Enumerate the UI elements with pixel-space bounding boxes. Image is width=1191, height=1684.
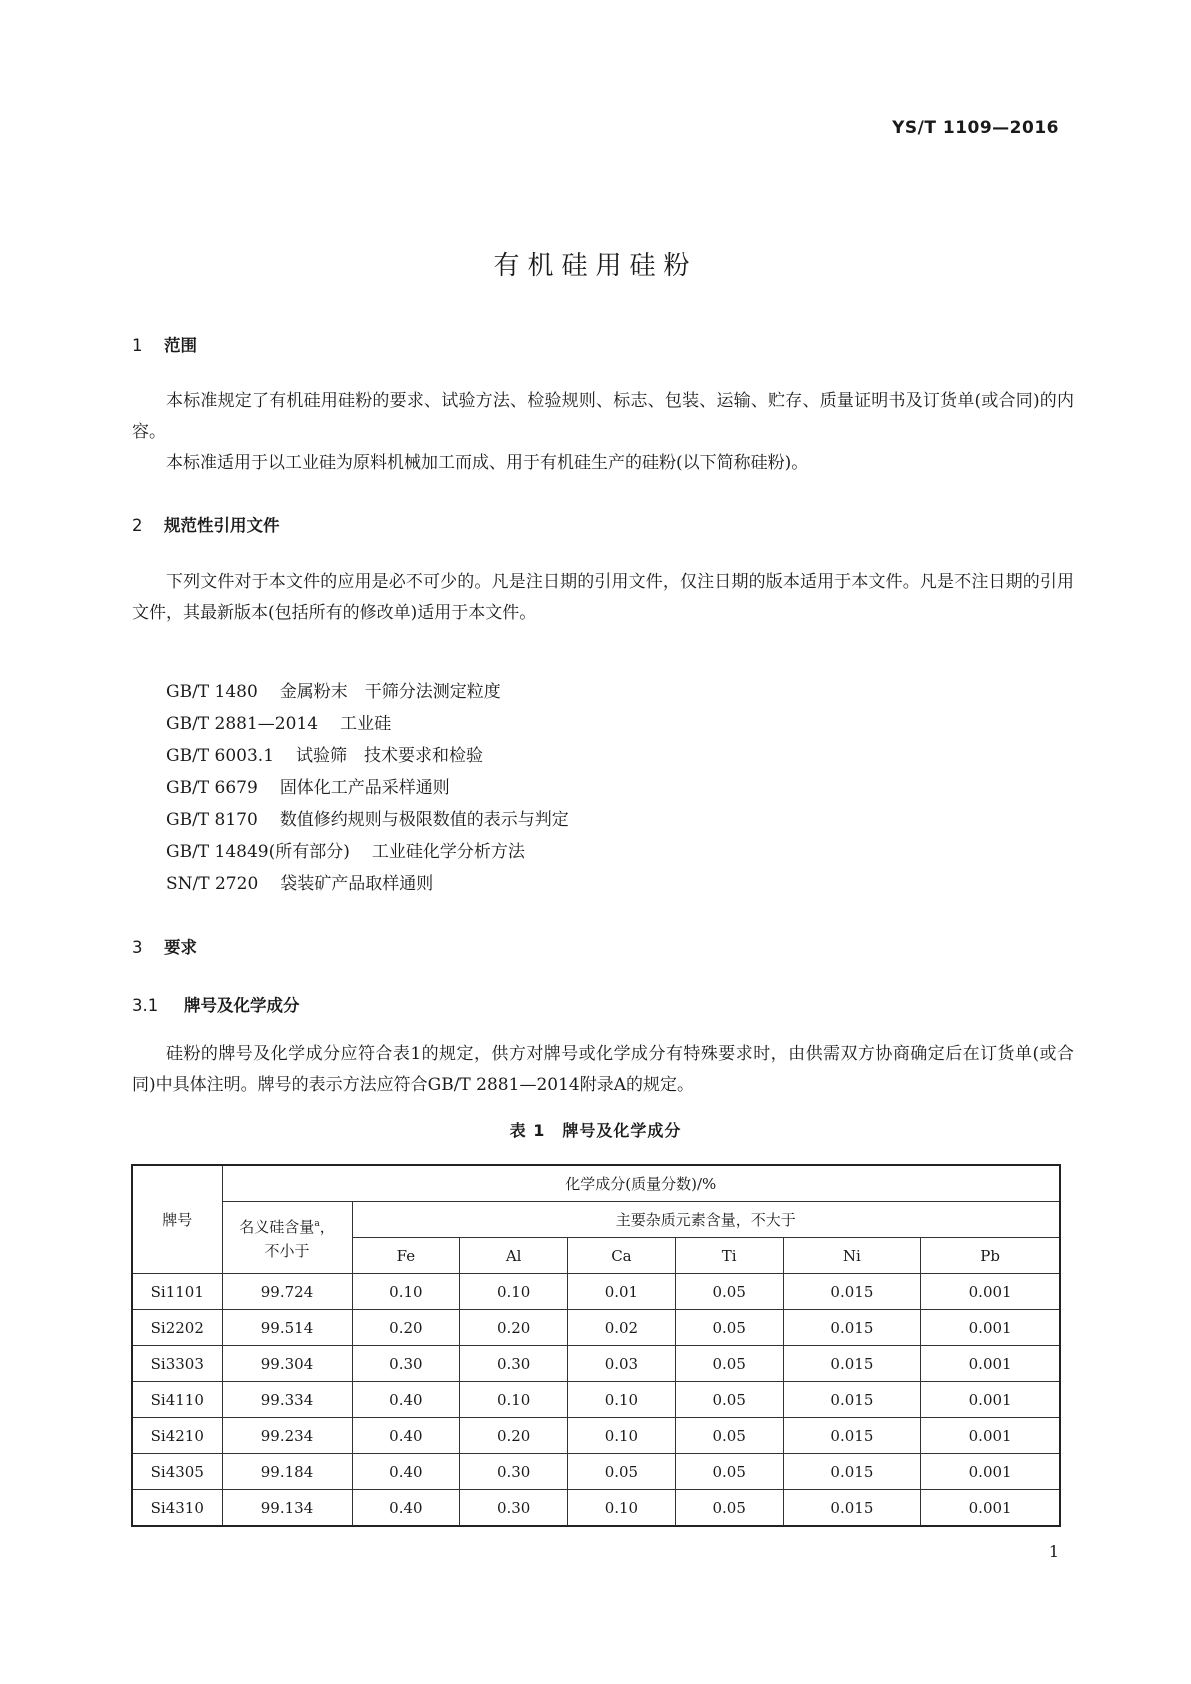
cell-fe: 0.40 bbox=[352, 1490, 460, 1527]
reference-title: 数值修约规则与极限数值的表示与判定 bbox=[279, 810, 569, 830]
cell-ni: 0.015 bbox=[783, 1382, 921, 1418]
cell-si: 99.724 bbox=[222, 1274, 352, 1310]
table-row bbox=[132, 1274, 1060, 1310]
header-grade: 牌号 bbox=[132, 1165, 222, 1274]
cell-ca: 0.05 bbox=[568, 1454, 676, 1490]
reference-item bbox=[166, 676, 569, 708]
normative-references-list bbox=[166, 676, 569, 900]
cell-al: 0.30 bbox=[460, 1454, 568, 1490]
reference-item bbox=[166, 836, 569, 868]
cell-grade: Si3303 bbox=[132, 1346, 222, 1382]
cell-al: 0.10 bbox=[460, 1382, 568, 1418]
section-number: 3 bbox=[132, 938, 143, 957]
cell-pb: 0.001 bbox=[921, 1454, 1060, 1490]
cell-fe: 0.40 bbox=[352, 1454, 460, 1490]
cell-grade: Si4210 bbox=[132, 1418, 222, 1454]
cell-ni: 0.015 bbox=[783, 1454, 921, 1490]
cell-ca: 0.01 bbox=[568, 1274, 676, 1310]
table-row bbox=[132, 1454, 1060, 1490]
reference-item bbox=[166, 772, 569, 804]
header-element-ca: Ca bbox=[568, 1238, 676, 1274]
cell-ti: 0.05 bbox=[675, 1454, 783, 1490]
cell-al: 0.20 bbox=[460, 1310, 568, 1346]
section-title: 规范性引用文件 bbox=[164, 516, 280, 535]
section-number: 1 bbox=[132, 336, 143, 355]
cell-si: 99.514 bbox=[222, 1310, 352, 1346]
cell-ca: 0.10 bbox=[568, 1382, 676, 1418]
table-row bbox=[132, 1346, 1060, 1382]
document-title: 有机硅用硅粉 bbox=[493, 251, 698, 282]
cell-si: 99.334 bbox=[222, 1382, 352, 1418]
header-element-fe: Fe bbox=[352, 1238, 460, 1274]
scope-paragraph-1: 本标准规定了有机硅用硅粉的要求、试验方法、检验规则、标志、包装、运输、贮存、质量证明书及订货单(或合同)的内容。 bbox=[132, 391, 1074, 442]
cell-ni: 0.015 bbox=[783, 1418, 921, 1454]
reference-code: GB/T 14849(所有部分) bbox=[166, 842, 350, 862]
cell-ca: 0.02 bbox=[568, 1310, 676, 1346]
section-number: 2 bbox=[132, 516, 143, 535]
cell-fe: 0.10 bbox=[352, 1274, 460, 1310]
cell-grade: Si4310 bbox=[132, 1490, 222, 1527]
cell-ti: 0.05 bbox=[675, 1418, 783, 1454]
table-row bbox=[132, 1418, 1060, 1454]
cell-al: 0.30 bbox=[460, 1490, 568, 1527]
cell-si: 99.304 bbox=[222, 1346, 352, 1382]
references-intro-paragraph: 下列文件对于本文件的应用是必不可少的。凡是注日期的引用文件，仅注日期的版本适用于本文件。凡是不注日期的引用文件，其最新版本(包括所有的修改单)适用于本文件。 bbox=[132, 572, 1074, 623]
cell-ni: 0.015 bbox=[783, 1346, 921, 1382]
section-1-heading bbox=[132, 332, 197, 356]
cell-pb: 0.001 bbox=[921, 1310, 1060, 1346]
cell-pb: 0.001 bbox=[921, 1274, 1060, 1310]
section-3-heading bbox=[132, 934, 197, 958]
reference-code: GB/T 2881—2014 bbox=[166, 714, 319, 734]
reference-item bbox=[166, 740, 569, 772]
cell-ti: 0.05 bbox=[675, 1382, 783, 1418]
header-nominal-silicon-comma: ， bbox=[319, 1218, 335, 1236]
table-row bbox=[132, 1310, 1060, 1346]
table-caption: 表 1 牌号及化学成分 bbox=[509, 1121, 682, 1140]
cell-ni: 0.015 bbox=[783, 1274, 921, 1310]
reference-code: GB/T 6003.1 bbox=[166, 746, 275, 766]
cell-al: 0.10 bbox=[460, 1274, 568, 1310]
cell-ti: 0.05 bbox=[675, 1274, 783, 1310]
cell-ni: 0.015 bbox=[783, 1490, 921, 1527]
section-title: 牌号及化学成分 bbox=[184, 996, 300, 1015]
cell-fe: 0.40 bbox=[352, 1418, 460, 1454]
cell-fe: 0.30 bbox=[352, 1346, 460, 1382]
cell-si: 99.134 bbox=[222, 1490, 352, 1527]
reference-code: GB/T 1480 bbox=[166, 682, 258, 702]
reference-item bbox=[166, 708, 569, 740]
header-element-pb: Pb bbox=[921, 1238, 1060, 1274]
scope-paragraph-2: 本标准适用于以工业硅为原料机械加工而成、用于有机硅生产的硅粉(以下简称硅粉)。 bbox=[166, 453, 809, 473]
cell-ti: 0.05 bbox=[675, 1346, 783, 1382]
cell-ti: 0.05 bbox=[675, 1310, 783, 1346]
cell-pb: 0.001 bbox=[921, 1346, 1060, 1382]
cell-al: 0.20 bbox=[460, 1418, 568, 1454]
reference-item bbox=[166, 868, 569, 900]
cell-grade: Si4110 bbox=[132, 1382, 222, 1418]
section-2-heading bbox=[132, 512, 280, 536]
reference-title: 工业硅 bbox=[340, 714, 392, 734]
cell-grade: Si4305 bbox=[132, 1454, 222, 1490]
cell-pb: 0.001 bbox=[921, 1490, 1060, 1527]
section-title: 范围 bbox=[164, 336, 197, 355]
reference-title: 试验筛 技术要求和检验 bbox=[296, 746, 484, 766]
section-number: 3.1 bbox=[132, 996, 159, 1015]
reference-code: GB/T 8170 bbox=[166, 810, 258, 830]
cell-ca: 0.03 bbox=[568, 1346, 676, 1382]
cell-al: 0.30 bbox=[460, 1346, 568, 1382]
cell-si: 99.234 bbox=[222, 1418, 352, 1454]
reference-title: 袋装矿产品取样通则 bbox=[280, 874, 434, 894]
reference-code: GB/T 6679 bbox=[166, 778, 258, 798]
header-nominal-silicon bbox=[222, 1202, 352, 1274]
standard-code: YS/T 1109—2016 bbox=[892, 118, 1059, 138]
footnote-marker: a bbox=[314, 1219, 320, 1229]
reference-title: 工业硅化学分析方法 bbox=[371, 842, 525, 862]
reference-code: SN/T 2720 bbox=[166, 874, 259, 894]
cell-pb: 0.001 bbox=[921, 1418, 1060, 1454]
cell-ni: 0.015 bbox=[783, 1310, 921, 1346]
section-3-1-heading bbox=[132, 992, 300, 1016]
page-number: 1 bbox=[1048, 1542, 1059, 1561]
header-element-al: Al bbox=[460, 1238, 568, 1274]
cell-fe: 0.20 bbox=[352, 1310, 460, 1346]
cell-pb: 0.001 bbox=[921, 1382, 1060, 1418]
cell-fe: 0.40 bbox=[352, 1382, 460, 1418]
header-nominal-silicon-line1: 名义硅含量 bbox=[239, 1218, 315, 1236]
cell-si: 99.184 bbox=[222, 1454, 352, 1490]
table-row bbox=[132, 1490, 1060, 1527]
reference-title: 固体化工产品采样通则 bbox=[279, 778, 450, 798]
cell-ca: 0.10 bbox=[568, 1418, 676, 1454]
table-row bbox=[132, 1382, 1060, 1418]
grade-composition-table bbox=[131, 1164, 1061, 1527]
cell-grade: Si2202 bbox=[132, 1310, 222, 1346]
section-title: 要求 bbox=[164, 938, 197, 957]
cell-ti: 0.05 bbox=[675, 1490, 783, 1527]
cell-ca: 0.10 bbox=[568, 1490, 676, 1527]
cell-grade: Si1101 bbox=[132, 1274, 222, 1310]
header-element-ti: Ti bbox=[675, 1238, 783, 1274]
grade-composition-paragraph: 硅粉的牌号及化学成分应符合表1的规定，供方对牌号或化学成分有特殊要求时，由供需双方协商确定后在订货单(或合同)中具体注明。牌号的表示方法应符合GB/T 2881—2014附录A的规定。 bbox=[132, 1044, 1074, 1095]
reference-title: 金属粉末 干筛分法测定粒度 bbox=[279, 682, 501, 702]
header-nominal-silicon-line2: 不小于 bbox=[264, 1242, 310, 1260]
header-impurity: 主要杂质元素含量，不大于 bbox=[352, 1202, 1060, 1238]
header-element-ni: Ni bbox=[783, 1238, 921, 1274]
reference-item bbox=[166, 804, 569, 836]
header-chemical-composition: 化学成分(质量分数)/% bbox=[222, 1165, 1060, 1202]
